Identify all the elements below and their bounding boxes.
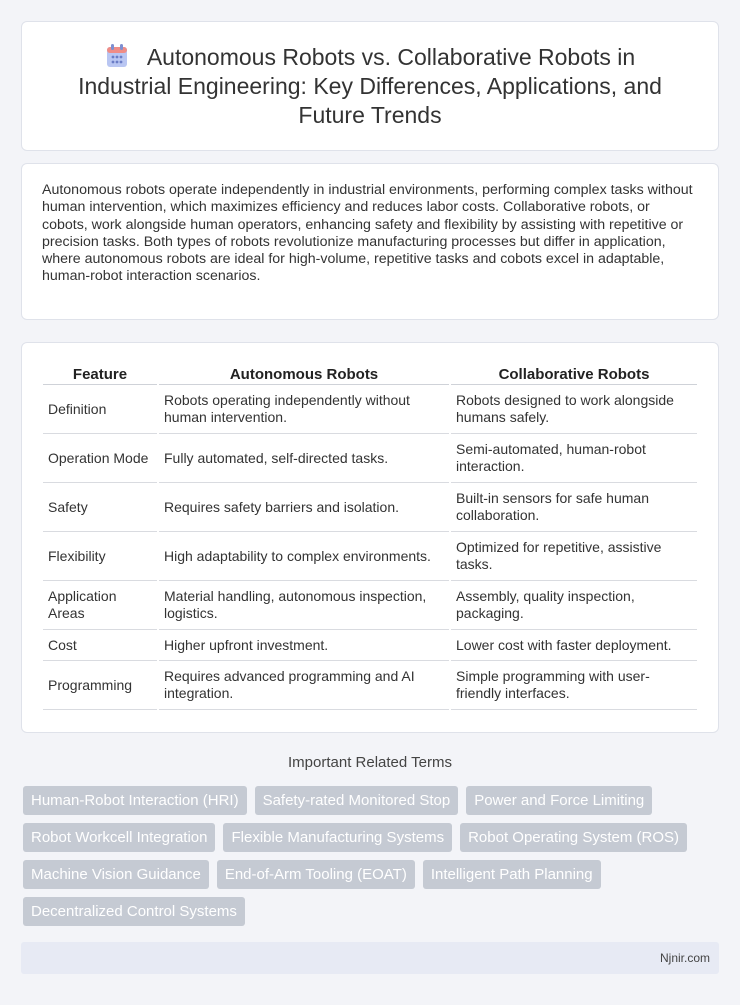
header-collaborative: Collaborative Robots: [451, 363, 697, 385]
row-feature: Flexibility: [43, 532, 157, 581]
related-terms-list: [23, 786, 723, 926]
row-collaborative: Built-in sensors for safe human collaboration.: [451, 483, 697, 532]
row-autonomous: Requires safety barriers and isolation.: [159, 483, 449, 532]
row-feature: Cost: [43, 630, 157, 661]
table-row: [43, 630, 697, 661]
row-collaborative: Optimized for repetitive, assistive tasks.: [451, 532, 697, 581]
row-autonomous: Fully automated, self-directed tasks.: [159, 434, 449, 483]
row-collaborative: Lower cost with faster deployment.: [451, 630, 697, 661]
row-collaborative: Robots designed to work alongside humans safely.: [451, 385, 697, 434]
page-title: [62, 43, 678, 130]
table-row: [43, 434, 697, 483]
related-term-tag[interactable]: Safety-rated Monitored Stop: [255, 786, 459, 815]
row-collaborative: Assembly, quality inspection, packaging.: [451, 581, 697, 630]
row-autonomous: Robots operating independently without human intervention.: [159, 385, 449, 434]
related-term-tag[interactable]: Power and Force Limiting: [466, 786, 652, 815]
related-terms-heading: Important Related Terms: [288, 754, 452, 771]
table-row: [43, 385, 697, 434]
header-feature: Feature: [43, 363, 157, 385]
related-term-tag[interactable]: Flexible Manufacturing Systems: [223, 823, 452, 852]
footer-site-link[interactable]: Njnir.com: [659, 951, 710, 965]
table-row: [43, 661, 697, 710]
table-row: [43, 532, 697, 581]
row-autonomous: Higher upfront investment.: [159, 630, 449, 661]
related-term-tag[interactable]: Robot Operating System (ROS): [460, 823, 687, 852]
row-feature: Safety: [43, 483, 157, 532]
table-row: [43, 483, 697, 532]
table-header-row: [43, 363, 697, 385]
row-autonomous: Material handling, autonomous inspection, logistics.: [159, 581, 449, 630]
row-feature: Application Areas: [43, 581, 157, 630]
footer: [21, 942, 719, 974]
comparison-card: [21, 342, 719, 733]
page-title-text: Autonomous Robots vs. Collaborative Robots in Industrial Engineering: Key Differences, Applications, and Future Trends: [78, 43, 662, 128]
row-feature: Operation Mode: [43, 434, 157, 483]
related-term-tag[interactable]: Robot Workcell Integration: [23, 823, 215, 852]
row-autonomous: Requires advanced programming and AI integration.: [159, 661, 449, 710]
intro-paragraph: Autonomous robots operate independently in industrial environments, performing complex tasks without human intervention, which maximizes efficiency and reduces labor costs. Collaborative robots, or cobots, work alongside human operators, enhancing safety and flexibility by assisting with repetitive or precision tasks. Both types of robots revolutionize manufacturing processes but differ in application, where autonomous robots are ideal for high-volume, repetitive tasks and cobots excel in adaptable, human-robot interaction scenarios.: [42, 182, 693, 285]
calendar-icon: [105, 43, 129, 69]
table-row: [43, 581, 697, 630]
row-autonomous: High adaptability to complex environments.: [159, 532, 449, 581]
comparison-table: [41, 363, 699, 710]
row-collaborative: Simple programming with user-friendly interfaces.: [451, 661, 697, 710]
related-term-tag[interactable]: Machine Vision Guidance: [23, 860, 209, 889]
related-term-tag[interactable]: Decentralized Control Systems: [23, 897, 245, 926]
related-term-tag[interactable]: Human-Robot Interaction (HRI): [23, 786, 247, 815]
row-feature: Programming: [43, 661, 157, 710]
row-collaborative: Semi-automated, human-robot interaction.: [451, 434, 697, 483]
related-term-tag[interactable]: End-of-Arm Tooling (EOAT): [217, 860, 415, 889]
intro-card: [21, 163, 719, 320]
title-card: [21, 21, 719, 151]
header-autonomous: Autonomous Robots: [159, 363, 449, 385]
related-term-tag[interactable]: Intelligent Path Planning: [423, 860, 601, 889]
row-feature: Definition: [43, 385, 157, 434]
